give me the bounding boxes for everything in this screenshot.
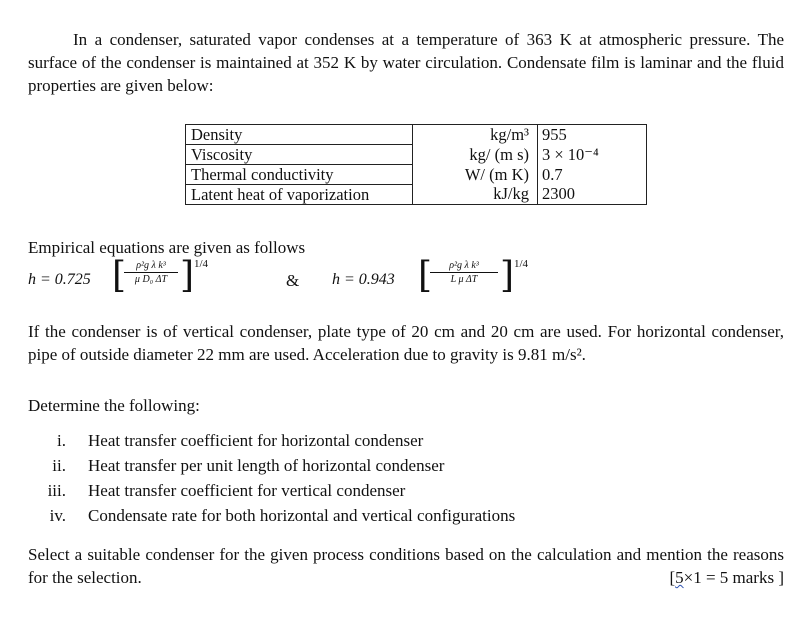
property-value: 2300 [538, 185, 647, 205]
equation-exponent: 1/4 [194, 258, 209, 270]
item-text: Heat transfer coefficient for vertical condenser [88, 481, 406, 500]
right-bracket: ] [180, 255, 195, 296]
item-number: iv. [49, 506, 66, 525]
table-row [186, 185, 647, 205]
table-row [186, 145, 647, 165]
item-number: ii. [52, 456, 66, 475]
list-item [28, 503, 788, 528]
table-row [186, 125, 647, 145]
list-item [28, 478, 788, 503]
property-name: Thermal conductivity [186, 165, 413, 185]
fraction-numerator: ρ²g λ k³ [430, 260, 498, 273]
left-bracket: [ [112, 255, 127, 296]
problem-statement: In a condenser, saturated vapor condenses at a temperature of 363 K at atmospheric pressure. The surface of the condenser is maintained at 352 K by water circulation. Condensate film is laminar and the fluid properties are given below: [28, 30, 784, 95]
property-name: Latent heat of vaporization [186, 185, 413, 205]
property-unit: kg/ (m s) [413, 145, 538, 165]
left-bracket: [ [418, 255, 433, 296]
fluid-properties-table [185, 124, 647, 205]
fraction-denominator: μ D₀ ΔT [134, 274, 168, 285]
table-row [186, 165, 647, 185]
list-item [28, 428, 788, 453]
property-value: 955 [538, 125, 647, 145]
equation-lhs: h = 0.943 [332, 271, 395, 288]
equation-exponent: 1/4 [514, 258, 529, 270]
equation-horizontal [28, 255, 268, 306]
item-text: Heat transfer coefficient for horizontal condenser [88, 431, 424, 450]
right-bracket: ] [500, 255, 515, 296]
equation-lhs: h = 0.725 [28, 271, 91, 288]
tasks-list [28, 428, 788, 528]
item-text: Condensate rate for both horizontal and vertical configurations [88, 506, 516, 525]
item-text: Heat transfer per unit length of horizontal condenser [88, 456, 445, 475]
selection-instruction [28, 543, 784, 589]
marks-count: 5 [675, 568, 684, 587]
selection-text: Select a suitable condenser for the given process conditions based on the calculation and mention the reasons for the selection. [28, 545, 784, 587]
equation-fraction [430, 260, 498, 285]
condenser-geometry-text: If the condenser is of vertical condenser, plate type of 20 cm and 20 cm are used. For horizontal condenser, pipe of outside diameter 22 mm are used. Acceleration due to gravity is 9.81 m/s². [28, 322, 784, 364]
fraction-denominator: L μ ΔT [450, 274, 478, 285]
marks-open-bracket: [ [669, 568, 676, 587]
list-item [28, 453, 788, 478]
item-number: i. [57, 431, 66, 450]
fraction-numerator: ρ²g λ k³ [124, 260, 178, 273]
property-unit: W/ (m K) [413, 165, 538, 185]
empirical-intro: Empirical equations are given as follows [28, 238, 306, 257]
equation-vertical [332, 255, 562, 306]
marks-allocation [669, 566, 784, 589]
property-value: 0.7 [538, 165, 647, 185]
property-unit: kg/m³ [413, 125, 538, 145]
item-number: iii. [47, 481, 66, 500]
marks-rest: ×1 = 5 marks ] [683, 568, 784, 587]
determine-heading: Determine the following: [28, 396, 200, 415]
property-name: Density [186, 125, 413, 145]
ampersand: & [286, 271, 300, 290]
property-unit: kJ/kg [413, 185, 538, 205]
property-value: 3 × 10⁻⁴ [538, 145, 647, 165]
equation-fraction [124, 260, 178, 285]
property-name: Viscosity [186, 145, 413, 165]
